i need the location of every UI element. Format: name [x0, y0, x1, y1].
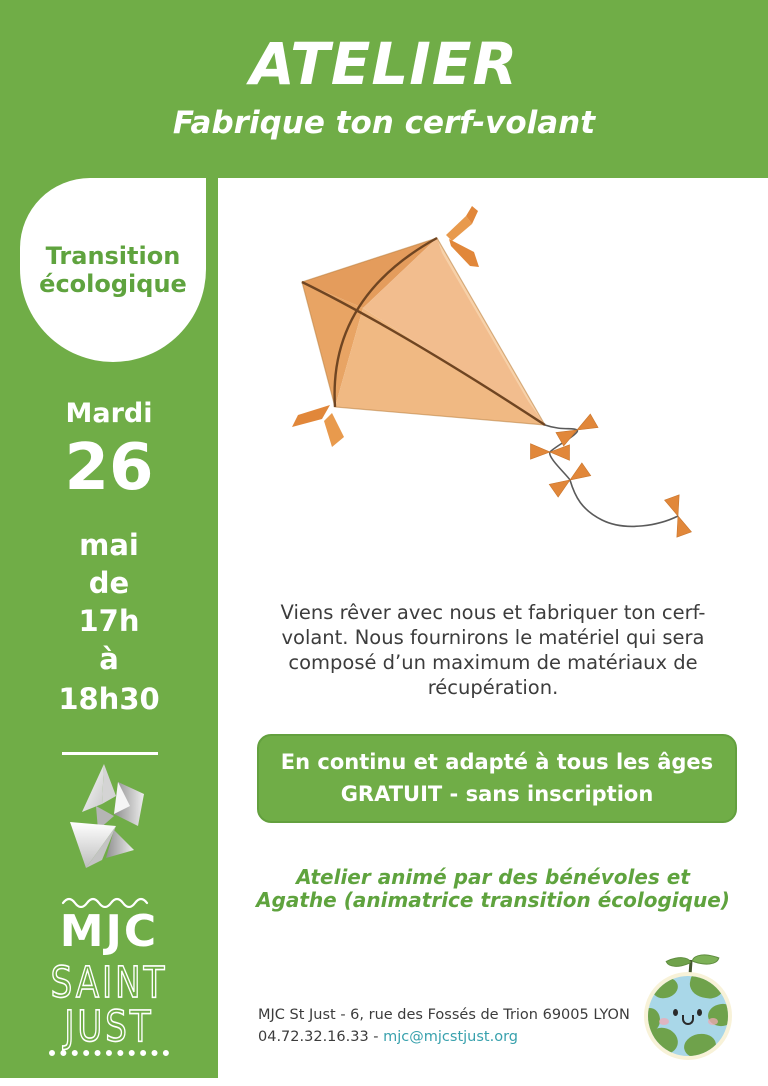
earth-smile	[682, 1015, 694, 1025]
org-name: MJC	[59, 906, 159, 957]
footer-contact	[258, 1004, 630, 1048]
org-name-line1: SAINT	[50, 958, 168, 1008]
credit-line: Atelier animé par des bénévoles et	[296, 865, 690, 889]
footer-phone-line	[258, 1026, 630, 1048]
event-day-number: 26	[64, 431, 154, 505]
page-subtitle: Fabrique ton cerf-volant	[172, 104, 596, 141]
event-time-line: 18h30	[58, 682, 160, 716]
continent	[650, 976, 680, 1001]
highlight-line-1: En continu et adapté à tous les âges	[280, 750, 714, 774]
event-time-line: 17h	[78, 604, 140, 638]
dotted-divider	[49, 1050, 169, 1056]
earth-blush-left	[659, 1018, 669, 1025]
page-title: ATELIER	[249, 30, 519, 98]
category-badge: Transition écologique	[20, 178, 206, 362]
email-link[interactable]: mjc@mjcstjust.org	[383, 1029, 518, 1045]
earth-blush-right	[708, 1018, 718, 1025]
mjc-logo-shapes-icon	[56, 764, 160, 888]
highlight-box	[257, 734, 737, 823]
earth-eye-left	[673, 1009, 678, 1016]
header-band	[0, 0, 768, 178]
sprout-leaf-right	[692, 949, 720, 970]
earth-mascot-icon	[643, 956, 743, 1068]
kite-illustration	[270, 205, 730, 545]
event-month: mai	[79, 528, 139, 562]
footer-phone: 04.72.32.16.33	[258, 1029, 369, 1045]
event-time-line: de	[88, 566, 130, 600]
description-line: Viens rêver avec nous et fabriquer ton cerf-	[280, 601, 706, 624]
sidebar-divider	[62, 752, 158, 755]
description-line: récupération.	[427, 676, 559, 699]
credit-line: Agathe (animatrice transition écologique)	[256, 888, 730, 912]
event-day-name: Mardi	[65, 398, 153, 429]
sidebar	[0, 178, 218, 1078]
footer-separator: -	[368, 1029, 384, 1045]
event-description	[218, 600, 768, 700]
footer-address: MJC St Just - 6, rue des Fossés de Trion 69005 LYON	[258, 1007, 630, 1023]
continent	[648, 1024, 681, 1056]
sprout-leaf-left	[666, 952, 692, 972]
continent	[687, 976, 726, 1001]
earth-globe	[648, 976, 728, 1056]
event-time-line: à	[99, 642, 119, 676]
org-name-line2: JUST	[64, 1002, 154, 1052]
credit-text	[218, 866, 768, 912]
earth-eye-right	[697, 1009, 702, 1016]
continent	[682, 1031, 718, 1056]
highlight-line-2: GRATUIT - sans inscription	[340, 781, 654, 806]
description-line: composé d’un maximum de matériaux de	[288, 651, 698, 674]
description-line: volant. Nous fournirons le matériel qui sera	[281, 626, 705, 649]
